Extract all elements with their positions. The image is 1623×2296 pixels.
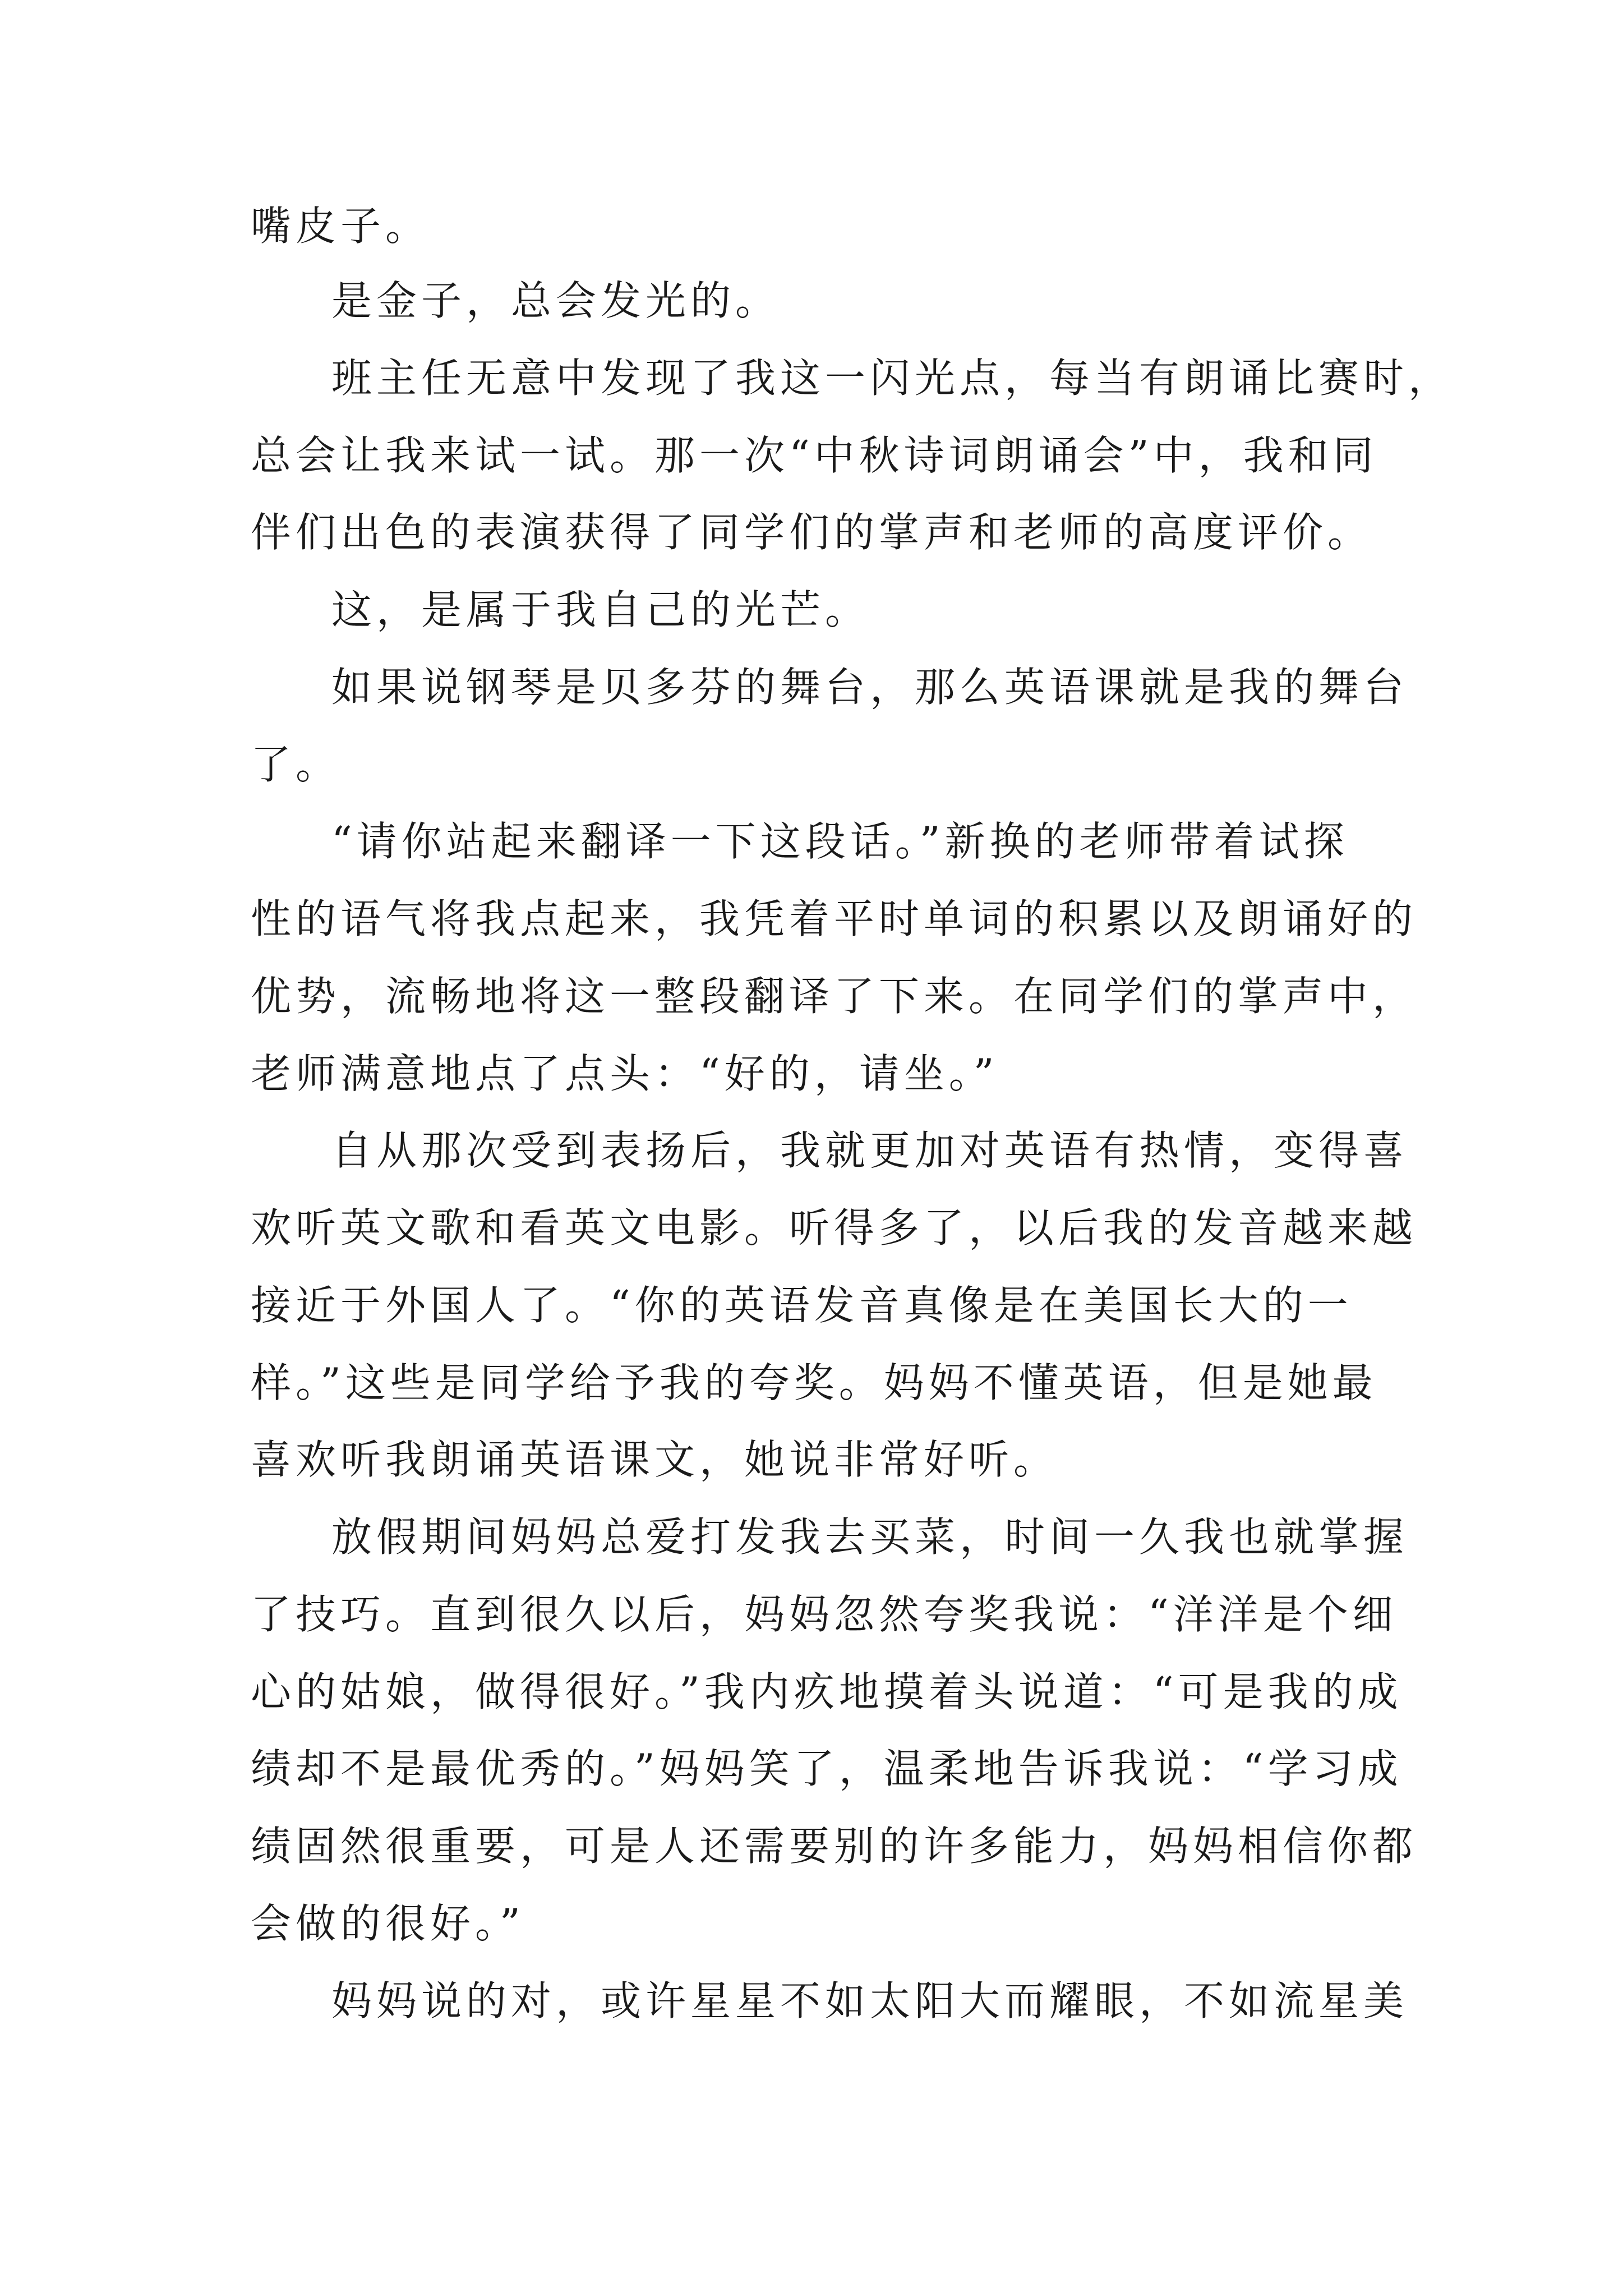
- text-line: 伴们出色的表演获得了同学们的掌声和老师的高度评价。: [251, 509, 1373, 556]
- text-line: 这，是属于我自己的光芒。: [331, 586, 870, 633]
- text-line: 了。: [251, 741, 341, 788]
- text-line: 放假期间妈妈总爱打发我去买菜，时间一久我也就掌握: [331, 1513, 1409, 1561]
- text-line: 老师满意地点了点头：“好的，请坐。”: [251, 1050, 999, 1097]
- text-line: 自从那次受到表扬后，我就更加对英语有热情，变得喜: [331, 1127, 1409, 1174]
- text-line: 如果说钢琴是贝多芬的舞台，那么英语课就是我的舞台: [331, 664, 1409, 711]
- text-line: “请你站起来翻译一下这段话。”新换的老师带着试探: [331, 818, 1349, 865]
- text-line: 喜欢听我朗诵英语课文，她说非常好听。: [251, 1436, 1059, 1483]
- text-line: 是金子，总会发光的。: [331, 277, 781, 324]
- text-line: 班主任无意中发现了我这一闪光点，每当有朗诵比赛时，: [331, 355, 1454, 402]
- text-line: 妈妈说的对，或许星星不如太阳大而耀眼，不如流星美: [331, 1977, 1409, 2024]
- text-line: 绩固然很重要，可是人还需要别的许多能力，妈妈相信你都: [251, 1823, 1418, 1870]
- text-line: 了技巧。直到很久以后，妈妈忽然夸奖我说：“洋洋是个细: [251, 1591, 1398, 1638]
- text-line: 总会让我来试一试。那一次“中秋诗词朗诵会”中，我和同: [251, 432, 1378, 479]
- text-line: 优势，流畅地将这一整段翻译了下来。在同学们的掌声中，: [251, 973, 1418, 1020]
- text-line: 会做的很好。”: [251, 1900, 525, 1947]
- text-line: 绩却不是最优秀的。”妈妈笑了，温柔地告诉我说：“学习成: [251, 1745, 1403, 1792]
- text-line: 嘴皮子。: [251, 203, 431, 250]
- text-line: 性的语气将我点起来，我凭着平时单词的积累以及朗诵好的: [251, 895, 1418, 942]
- text-line: 心的姑娘，做得很好。”我内疚地摸着头说道：“可是我的成: [251, 1668, 1403, 1715]
- text-line: 接近于外国人了。“你的英语发音真像是在美国长大的一: [251, 1282, 1353, 1329]
- text-line: 欢听英文歌和看英文电影。听得多了，以后我的发音越来越: [251, 1204, 1418, 1251]
- text-line: 样。”这些是同学给予我的夸奖。妈妈不懂英语，但是她最: [251, 1359, 1377, 1406]
